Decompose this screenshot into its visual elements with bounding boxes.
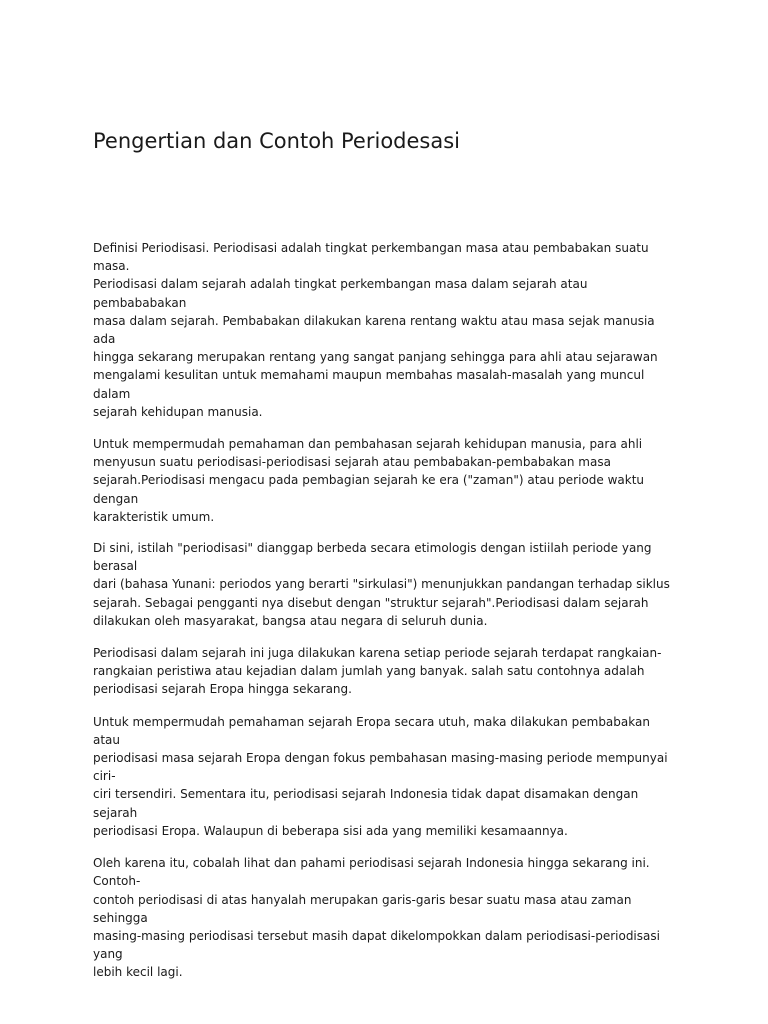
paragraph-untuk-mempermudah: Untuk mempermudah pemahaman dan pembahasan sejarah kehidupan manusia, para ahli menyusun suatu periodisasi-periodisasi sejarah atau pembabakan-pembabakan masa sejarah.Periodisasi mengacu pada pembagian sejarah ke era ("zaman") atau periode waktu dengan karakteristik umum. bbox=[93, 437, 645, 524]
paragraph-periodisasi-eropa: Periodisasi dalam sejarah ini juga dilakukan karena setiap periode sejarah terdapat rangkaian- rangkaian peristiwa atau kejadian dalam jumlah yang banyak. salah satu contohnya adalah periodisasi sejarah Eropa hingga sekarang. bbox=[93, 646, 662, 697]
document-body bbox=[93, 239, 673, 996]
paragraph-definisi: Definisi Periodisasi. Periodisasi adalah tingkat perkembangan masa atau pembabakan suatu masa. Periodisasi dalam sejarah adalah tingkat perkembangan masa dalam sejarah atau pembababakan masa dalam sejarah. Pembabakan dilakukan karena rentang waktu atau masa sejak manusia ada hingga sekarang merupakan rentang yang sangat panjang sehingga para ahli atau sejarawan mengalami kesulitan untuk memahami maupun membahas masalah-masalah yang muncul dalam sejarah kehidupan manusia. bbox=[93, 241, 658, 419]
paragraph-sejarah-eropa: Untuk mempermudah pemahaman sejarah Eropa secara utuh, maka dilakukan pembabakan atau periodisasi masa sejarah Eropa dengan fokus pembahasan masing-masing periode mempunyai ciri- ciri tersendiri. Sementara itu, periodisasi sejarah Indonesia tidak dapat disamakan dengan sejarah periodisasi Eropa. Walaupun di beberapa sisi ada yang memiliki kesamaannya. bbox=[93, 714, 668, 838]
paragraph-di-sini: Di sini, istilah "periodisasi" dianggap berbeda secara etimologis dengan istiilah periode yang berasal dari (bahasa Yunani: periodos yang berarti "sirkulasi") menunjukkan pandangan terhadap siklus sejarah. Sebagai pengganti nya disebut dengan "struktur sejarah".Periodisasi dalam sejarah dilakukan oleh masyarakat, bangsa atau negara di seluruh dunia. bbox=[93, 541, 670, 628]
paragraph-oleh-karena-itu: Oleh karena itu, cobalah lihat dan pahami periodisasi sejarah Indonesia hingga sekarang ini. Contoh- contoh periodisasi di atas hanyalah merupakan garis-garis besar suatu masa atau zaman sehingga masing-masing periodisasi tersebut masih dapat dikelompokkan dalam periodisasi-periodisasi yang lebih kecil lagi. bbox=[93, 856, 660, 980]
document-title: Pengertian dan Contoh Periodesasi bbox=[93, 129, 461, 153]
